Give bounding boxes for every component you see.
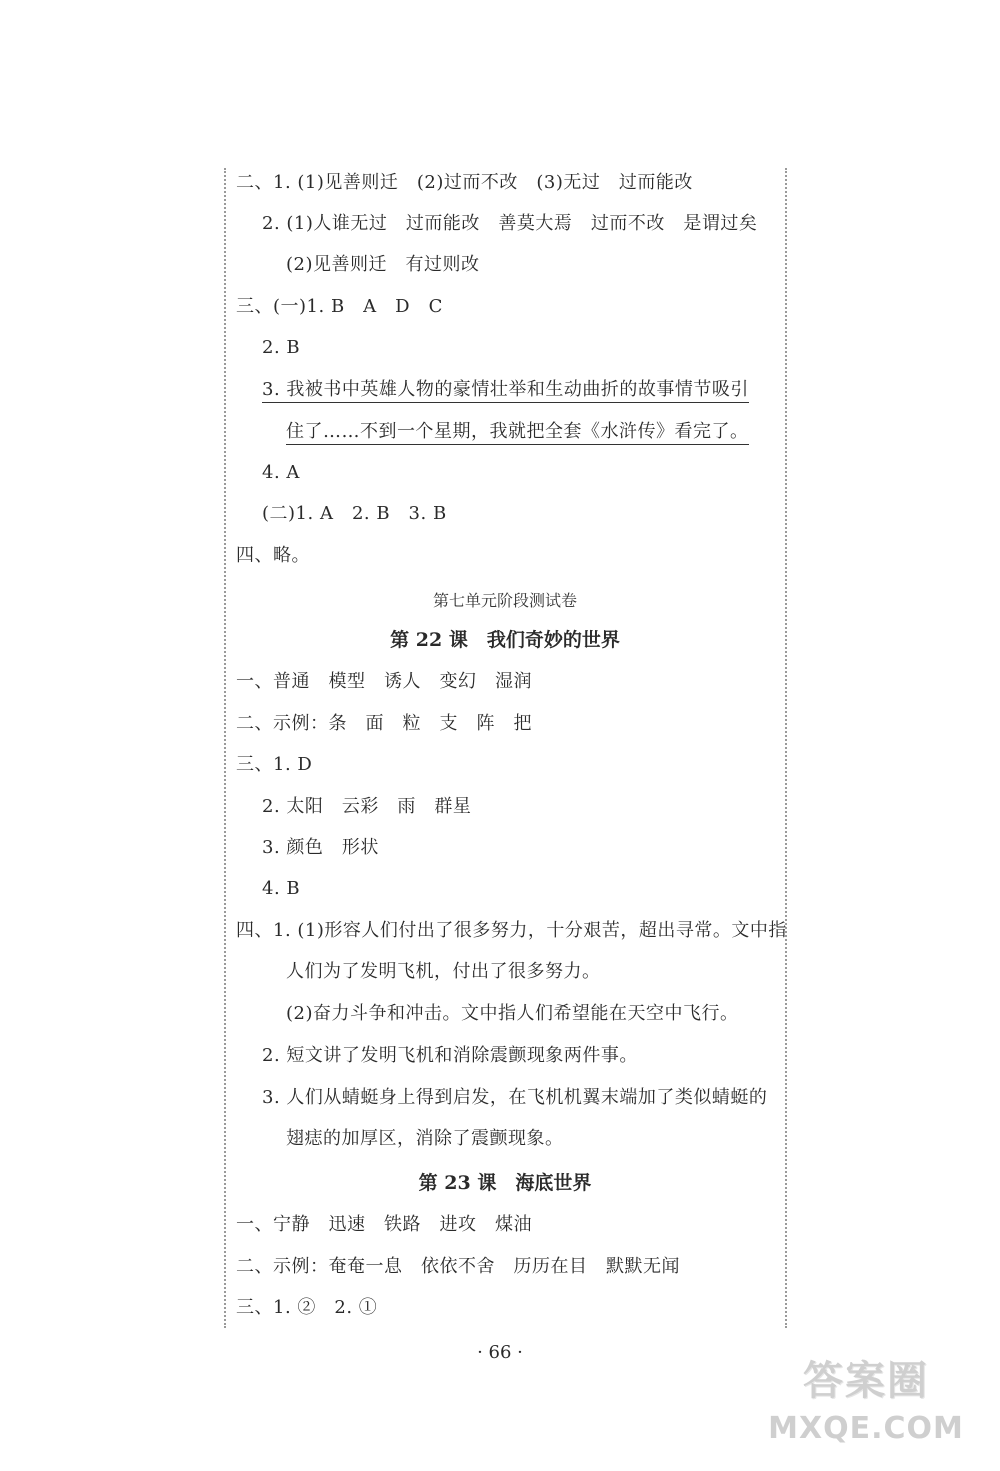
answer-line: 四、略。 <box>236 545 310 566</box>
answer-line: 三、(一)1. B A D C <box>236 296 443 317</box>
underlined-text: 住了……不到一个星期，我就把全套《水浒传》看完了。 <box>286 421 749 445</box>
right-dotted-margin <box>785 168 787 1328</box>
answer-line: 二、示例：奄奄一息 依依不舍 历历在目 默默无闻 <box>236 1256 680 1277</box>
answer-line-underlined <box>286 420 749 444</box>
answer-line: 2. (1)人谁无过 过而能改 善莫大焉 过而不改 是谓过矣 <box>262 213 758 234</box>
answer-line: 人们为了发明飞机，付出了很多努力。 <box>286 961 601 982</box>
answer-line: 2. 太阳 云彩 雨 群星 <box>262 796 472 817</box>
answer-line: 三、1. D <box>236 754 313 775</box>
answer-line: 2. 短文讲了发明飞机和消除震颤现象两件事。 <box>262 1045 638 1066</box>
answer-line: 二、示例：条 面 粒 支 阵 把 <box>236 713 532 734</box>
answer-line: 4. A <box>262 462 300 483</box>
unit-title: 第七单元阶段测试卷 <box>432 591 577 610</box>
page-number: · 66 · <box>477 1342 523 1363</box>
lesson-22-title: 第 22 课 我们奇妙的世界 <box>390 629 620 651</box>
answer-line: 一、宁静 迅速 铁路 进攻 煤油 <box>236 1214 532 1235</box>
lesson-23-title: 第 23 课 海底世界 <box>418 1172 592 1194</box>
answer-line: 四、1. (1)形容人们付出了很多努力，十分艰苦，超出寻常。文中指 <box>236 920 787 941</box>
answer-line: 一、普通 模型 诱人 变幻 湿润 <box>236 671 532 692</box>
watermark-url: MXQE.COM <box>768 1411 964 1446</box>
answer-line: (2)奋力斗争和冲击。文中指人们希望能在天空中飞行。 <box>286 1003 739 1024</box>
answer-line: 翅痣的加厚区，消除了震颤现象。 <box>286 1128 564 1149</box>
answer-line: 2. B <box>262 337 301 358</box>
answer-line: 4. B <box>262 878 301 899</box>
answer-line: 3. 人们从蜻蜓身上得到启发，在飞机机翼末端加了类似蜻蜓的 <box>262 1087 768 1108</box>
answer-line: 二、1. (1)见善则迁 (2)过而不改 (3)无过 过而能改 <box>236 172 693 193</box>
watermark-logo <box>746 1353 986 1463</box>
answer-line: (2)见善则迁 有过则改 <box>286 254 480 275</box>
answer-line: (二)1. A 2. B 3. B <box>262 503 447 524</box>
underlined-text: 3. 我被书中英雄人物的豪情壮举和生动曲折的故事情节吸引 <box>262 379 749 403</box>
left-dotted-margin <box>224 168 226 1328</box>
watermark-logo-text: 答案圈 <box>803 1358 929 1404</box>
answer-line: 三、1. ② 2. ① <box>236 1297 378 1318</box>
answer-line-underlined <box>262 378 749 402</box>
answer-line: 3. 颜色 形状 <box>262 837 379 858</box>
